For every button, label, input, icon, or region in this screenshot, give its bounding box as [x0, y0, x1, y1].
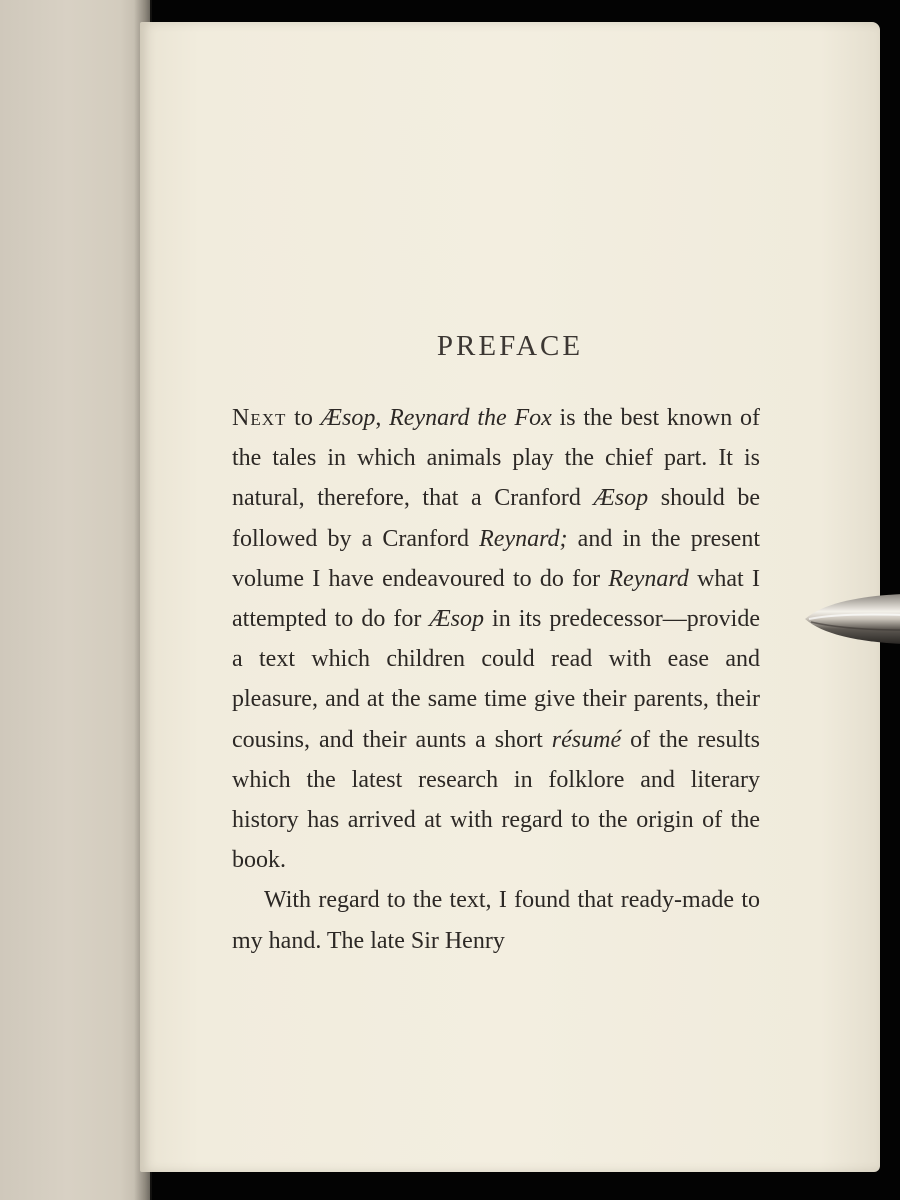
text-run: , [375, 405, 390, 431]
italic-text: Æsop [320, 405, 376, 431]
text-run: what I attempted to do for [232, 565, 760, 633]
text-run: to [286, 405, 321, 431]
text-run: in its predecessor—provide a text which children could read with ease and pleasure, and at the same time give their parents, their cousins, and their aunts a short [232, 606, 761, 753]
small-caps-text: Next [232, 405, 287, 431]
italic-text: Æsop [429, 606, 485, 633]
text-run: is the best known of the tales in which animals play the chief part. It is natural, therefore, that a Cranford [232, 405, 761, 512]
text-run: and in the present volume I have endeavoured to do for [232, 525, 760, 592]
text-run: With regard to the text, I found that ready-made to my hand. The late Sir Henry [232, 887, 760, 954]
bookmark-pointer [803, 588, 900, 650]
italic-text: Reynard; [479, 525, 568, 552]
page-body [232, 398, 760, 961]
paragraph [232, 398, 760, 880]
italic-text: résumé [551, 726, 622, 753]
text-run: of the results which the latest research in folklore and literary history has arrived at with regard to the origin of the book. [232, 726, 760, 874]
italic-text: Reynard [608, 565, 689, 592]
italic-text: Reynard the Fox [389, 405, 552, 431]
italic-text: Æsop [593, 485, 649, 512]
page-title: PREFACE [436, 330, 584, 362]
text-run: should be followed by a Cranford [232, 485, 760, 552]
left-page [0, 0, 150, 1200]
paragraph [232, 880, 760, 960]
right-page [140, 22, 880, 1172]
